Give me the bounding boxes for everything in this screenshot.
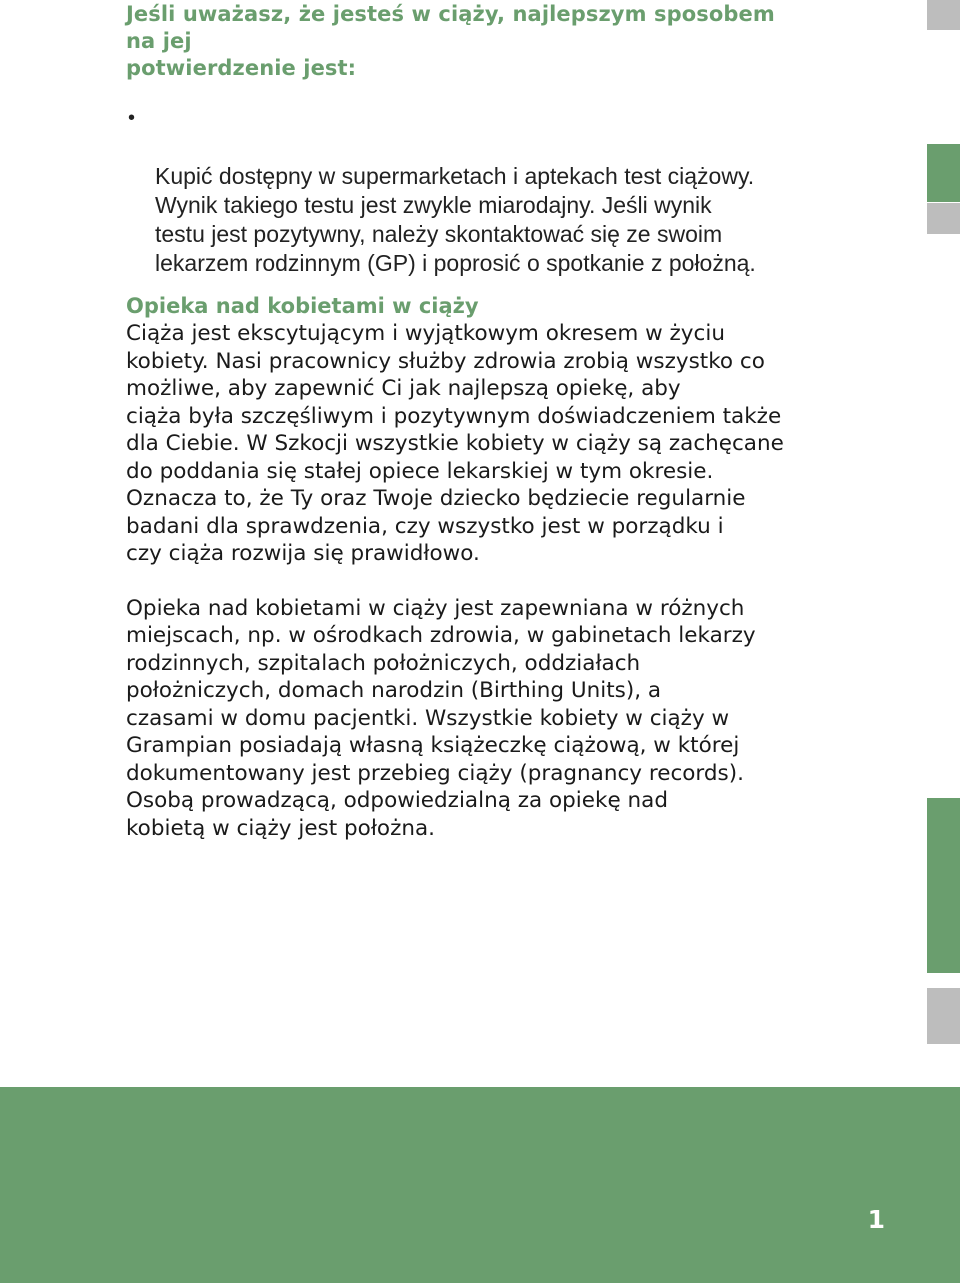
section-heading: Opieka nad kobietami w ciąży <box>126 294 479 318</box>
page-number: 1 <box>867 1205 885 1234</box>
bullet-text: Kupić dostępny w supermarketach i aptekach test ciążowy. Wynik takiego testu jest zwykle miarodajny. Jeśli wynik testu jest pozytywny, należy skontaktować się ze swoim lekarzem rodzinnym (GP) i poprosić o spotkanie z położną. <box>155 163 756 276</box>
intro-bullet-list <box>126 104 806 278</box>
list-item <box>126 104 806 278</box>
intro-heading: Jeśli uważasz, że jesteś w ciąży, najlepszym sposobem na jej potwierdzenie jest: <box>126 2 775 80</box>
edge-tab-green <box>927 798 960 973</box>
edge-tab-gray <box>927 988 960 1044</box>
bullet-icon: • <box>128 107 136 129</box>
edge-tab-gray <box>927 0 960 30</box>
paragraph-pregnancy-care: Ciąża jest ekscytującym i wyjątkowym okresem w życiu kobiety. Nasi pracownicy służby zdrowia zrobią wszystko co możliwe, aby zapewnić Ci jak najlepszą opiekę, aby ciąża była szczęśliwym i pozytywnym doświadczeniem także dla Ciebie. W Szkocji wszystkie kobiety w ciąży są zachęcane do poddania się stałej opiece lekarskiej w tym okresie. Oznacza to, że Ty oraz Twoje dziecko będziecie regularnie badani dla sprawdzenia, czy wszystko jest w porządku i czy ciąża rozwija się prawidłowo. <box>126 321 784 566</box>
edge-tab-gray <box>927 203 960 234</box>
edge-tab-green <box>927 144 960 202</box>
page-content <box>126 0 806 842</box>
footer-band <box>0 1087 960 1283</box>
paragraph-care-locations: Opieka nad kobietami w ciąży jest zapewniana w różnych miejscach, np. w ośrodkach zdrowia, w gabinetach lekarzy rodzinnych, szpitalach położniczych, oddziałach położniczych, domach narodzin (Birthing Units), a czasami w domu pacjentki. Wszystkie kobiety w ciąży w Grampian posiadają własną książeczkę ciążową, w której dokumentowany jest przebieg ciąży (pragnancy records). Osobą prowadzącą, odpowiedzialną za opiekę nad kobietą w ciąży jest położna. <box>126 595 756 841</box>
